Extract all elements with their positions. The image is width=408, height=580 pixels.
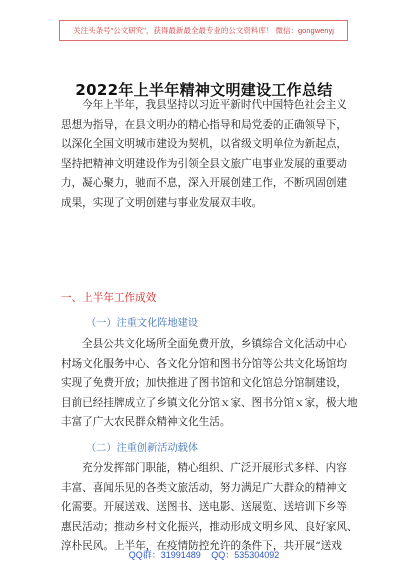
paragraph-line: 实现了免费开放；加快推进了图书馆和文化馆总分馆制建设， <box>61 377 348 390</box>
header-banner: 关注头条号"公文研究"，获得最新最全最专业的公文资料库！ 微信：gongwenyj <box>59 20 348 41</box>
subsection-paragraph <box>61 459 361 557</box>
paragraph-line: 充分发挥部门职能，精心组织、广泛开展形式多样、内容 <box>82 462 347 474</box>
document-title: 2022年上半年精神文明建设工作总结 <box>75 81 333 99</box>
paragraph-line: 淳朴民风。上半年，在疫情防控允许的条件下，共开展“送戏 <box>61 540 342 553</box>
intro-line: 成果，实现了文明创建与事业发展双丰收。 <box>61 196 263 209</box>
footer-qq: QQ：535304092 <box>211 550 280 560</box>
paragraph-line: 惠民活动；推动乡村文化振兴，推动形成文明乡风、良好家风、 <box>61 520 358 533</box>
intro-line: 思想为指导，在县文明办的精心指导和局党委的正确领导下， <box>61 118 348 131</box>
paragraph-line: 丰富了广大农民群众精神文化生活。 <box>61 416 231 429</box>
footer-contact <box>0 548 408 561</box>
paragraph-line: 全县公共文化场所全面免费开放，乡镇综合文化活动中心 <box>82 338 347 350</box>
intro-line: 力，凝心聚力，驰而不息，深入开展创建工作，不断巩固创建 <box>61 177 348 190</box>
section-heading: 一、上半年工作成效 <box>61 292 157 304</box>
paragraph-line: 丰富、喜闻乐见的各类文旅活动，努力满足广大群众的精神文 <box>61 481 348 494</box>
paragraph-line: 村场文化服务中心、各文化分馆和图书分馆等公共文化场馆均 <box>61 357 348 370</box>
intro-line: 以深化全国文明城市建设为契机，以省级文明单位为新起点， <box>61 138 348 151</box>
intro-line: 今年上半年，我县坚持以习近平新时代中国特色社会主义 <box>82 99 347 111</box>
paragraph-line: 目前已经挂牌成立了乡镇文化分馆ｘ家、图书分馆ｘ家，极大地 <box>61 396 358 409</box>
intro-paragraph <box>61 96 361 214</box>
paragraph-line: 化需要。开展送戏、送图书、送电影、送展览、送培训下乡等 <box>61 501 348 514</box>
intro-line: 坚持把精神文明建设作为引领全县文旅广电事业发展的重要动 <box>61 157 348 170</box>
subsection-heading: （二）注重创新活动载体 <box>86 443 199 454</box>
subsection-paragraph <box>61 335 361 433</box>
footer-qq-group: QQ群：31991489 <box>128 550 201 560</box>
subsection-heading: （一）注重文化阵地建设 <box>86 318 199 329</box>
